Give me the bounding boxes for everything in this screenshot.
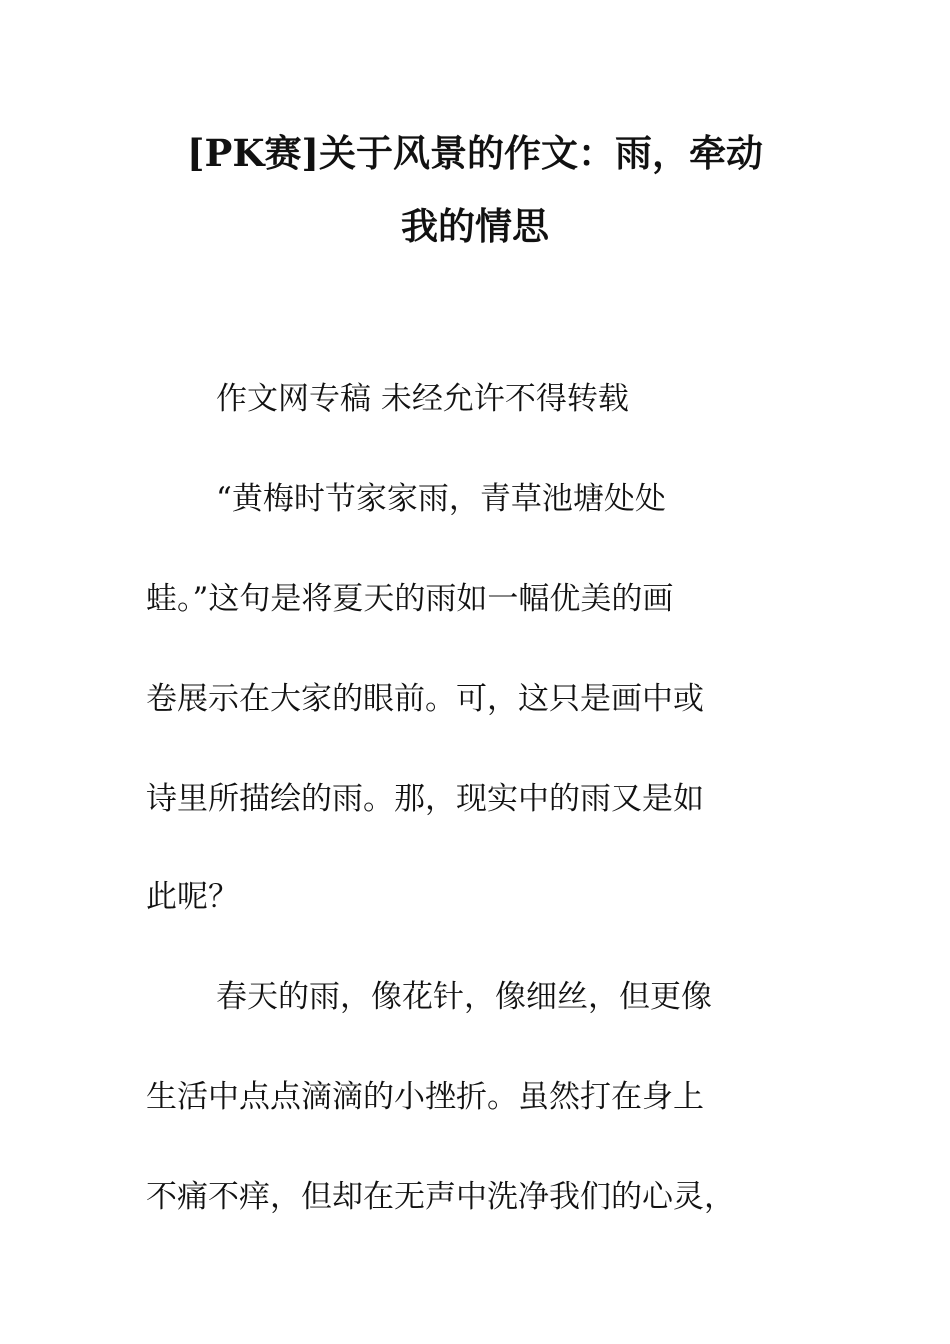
body-line: 卷展示在大家的眼前。可，这只是画中或 — [146, 681, 704, 717]
body-line: 春天的雨，像花针，像细丝，但更像 — [216, 979, 712, 1015]
body-line: 不痛不痒，但却在无声中洗净我们的心灵， — [146, 1179, 735, 1215]
body-line: “黄梅时节家家雨，青草池塘处处 — [216, 481, 666, 517]
body-line: 蛙。”这句是将夏天的雨如一幅优美的画 — [146, 581, 674, 617]
title-line-2: 我的情思 — [401, 204, 549, 248]
body-line: 诗里所描绘的雨。那，现实中的雨又是如 — [146, 781, 704, 817]
title-line-1: [PK赛]关于风景的作文：雨，牵动 — [187, 131, 763, 175]
body-line: 生活中点点滴滴的小挫折。虽然打在身上 — [146, 1079, 704, 1115]
body-line: 此呢？ — [146, 879, 239, 915]
byline: 作文网专稿 未经允许不得转载 — [216, 381, 629, 417]
